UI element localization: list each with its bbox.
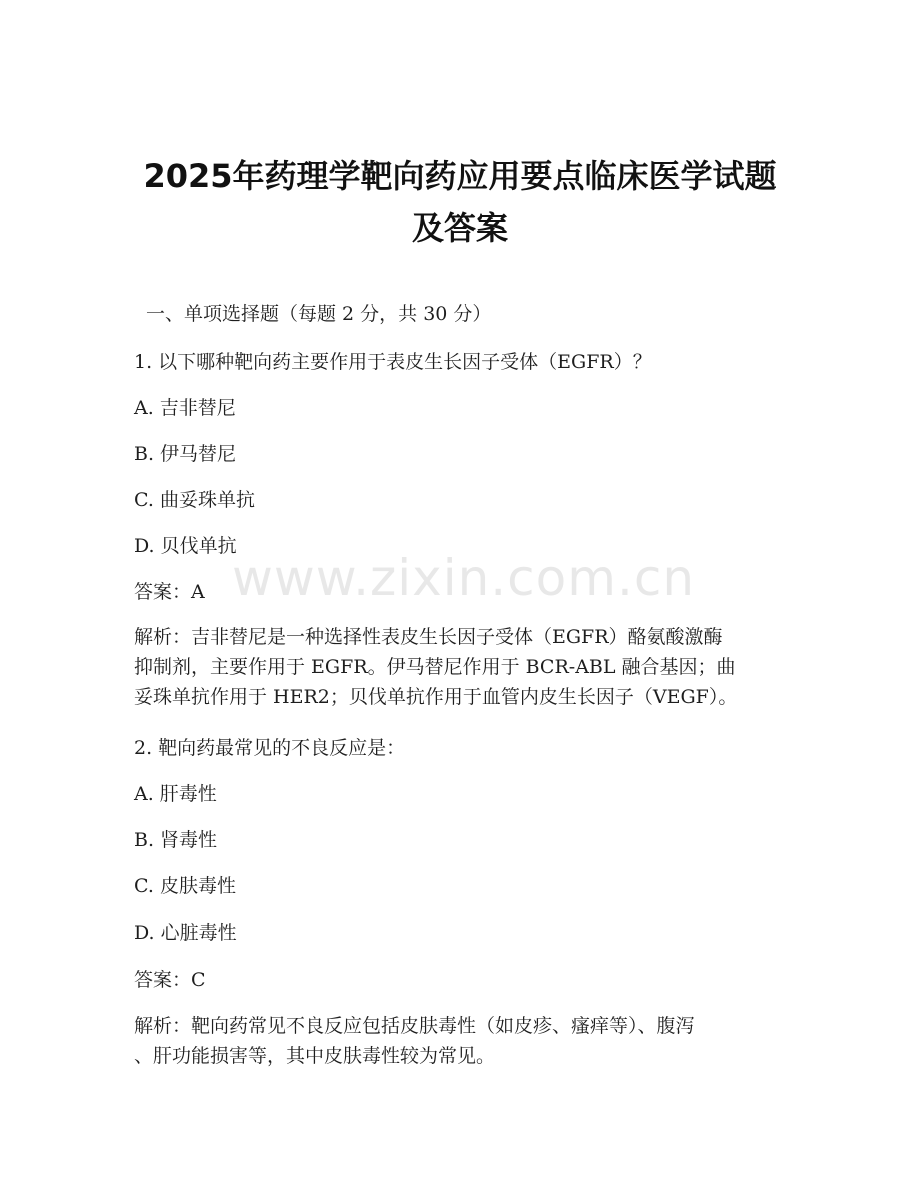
question-1-option-d: D. 贝伐单抗: [134, 535, 237, 557]
question-2-option-c: C. 皮肤毒性: [134, 875, 236, 897]
question-2-answer: 答案：C: [134, 969, 206, 991]
question-1-option-b: B. 伊马替尼: [134, 443, 237, 465]
question-1-option-c: C. 曲妥珠单抗: [134, 489, 255, 511]
question-2-option-b: B. 肾毒性: [134, 829, 218, 851]
analysis-line: 解析：吉非替尼是一种选择性表皮生长因子受体（EGFR）酪氨酸激酶: [134, 626, 723, 648]
question-2-stem: 2. 靶向药最常见的不良反应是：: [134, 737, 406, 759]
question-2-option-a: A. 肝毒性: [134, 783, 217, 805]
analysis-line: 、肝功能损害等，其中皮肤毒性较为常见。: [134, 1045, 496, 1067]
section-heading: 一、单项选择题（每题 2 分，共 30 分）: [146, 303, 492, 325]
title-line-1: 2025年药理学靶向药应用要点临床医学试题: [143, 157, 777, 195]
question-2-analysis: [134, 1011, 774, 1071]
question-2-option-d: D. 心脏毒性: [134, 922, 237, 944]
question-1-analysis: [134, 622, 774, 712]
question-1-option-a: A. 吉非替尼: [134, 397, 236, 419]
question-1-stem: 1. 以下哪种靶向药主要作用于表皮生长因子受体（EGFR）？: [134, 351, 652, 373]
analysis-line: 抑制剂，主要作用于 EGFR。伊马替尼作用于 BCR-ABL 融合基因；曲: [134, 656, 736, 678]
document-title: [100, 150, 820, 254]
title-line-2: 及答案: [411, 209, 508, 247]
analysis-line: 妥珠单抗作用于 HER2；贝伐单抗作用于血管内皮生长因子（VEGF）。: [134, 686, 738, 708]
watermark: www.zixin.com.cn: [232, 549, 696, 607]
question-1-answer: 答案：A: [134, 581, 205, 603]
analysis-line: 解析：靶向药常见不良反应包括皮肤毒性（如皮疹、瘙痒等）、腹泻: [134, 1015, 695, 1037]
